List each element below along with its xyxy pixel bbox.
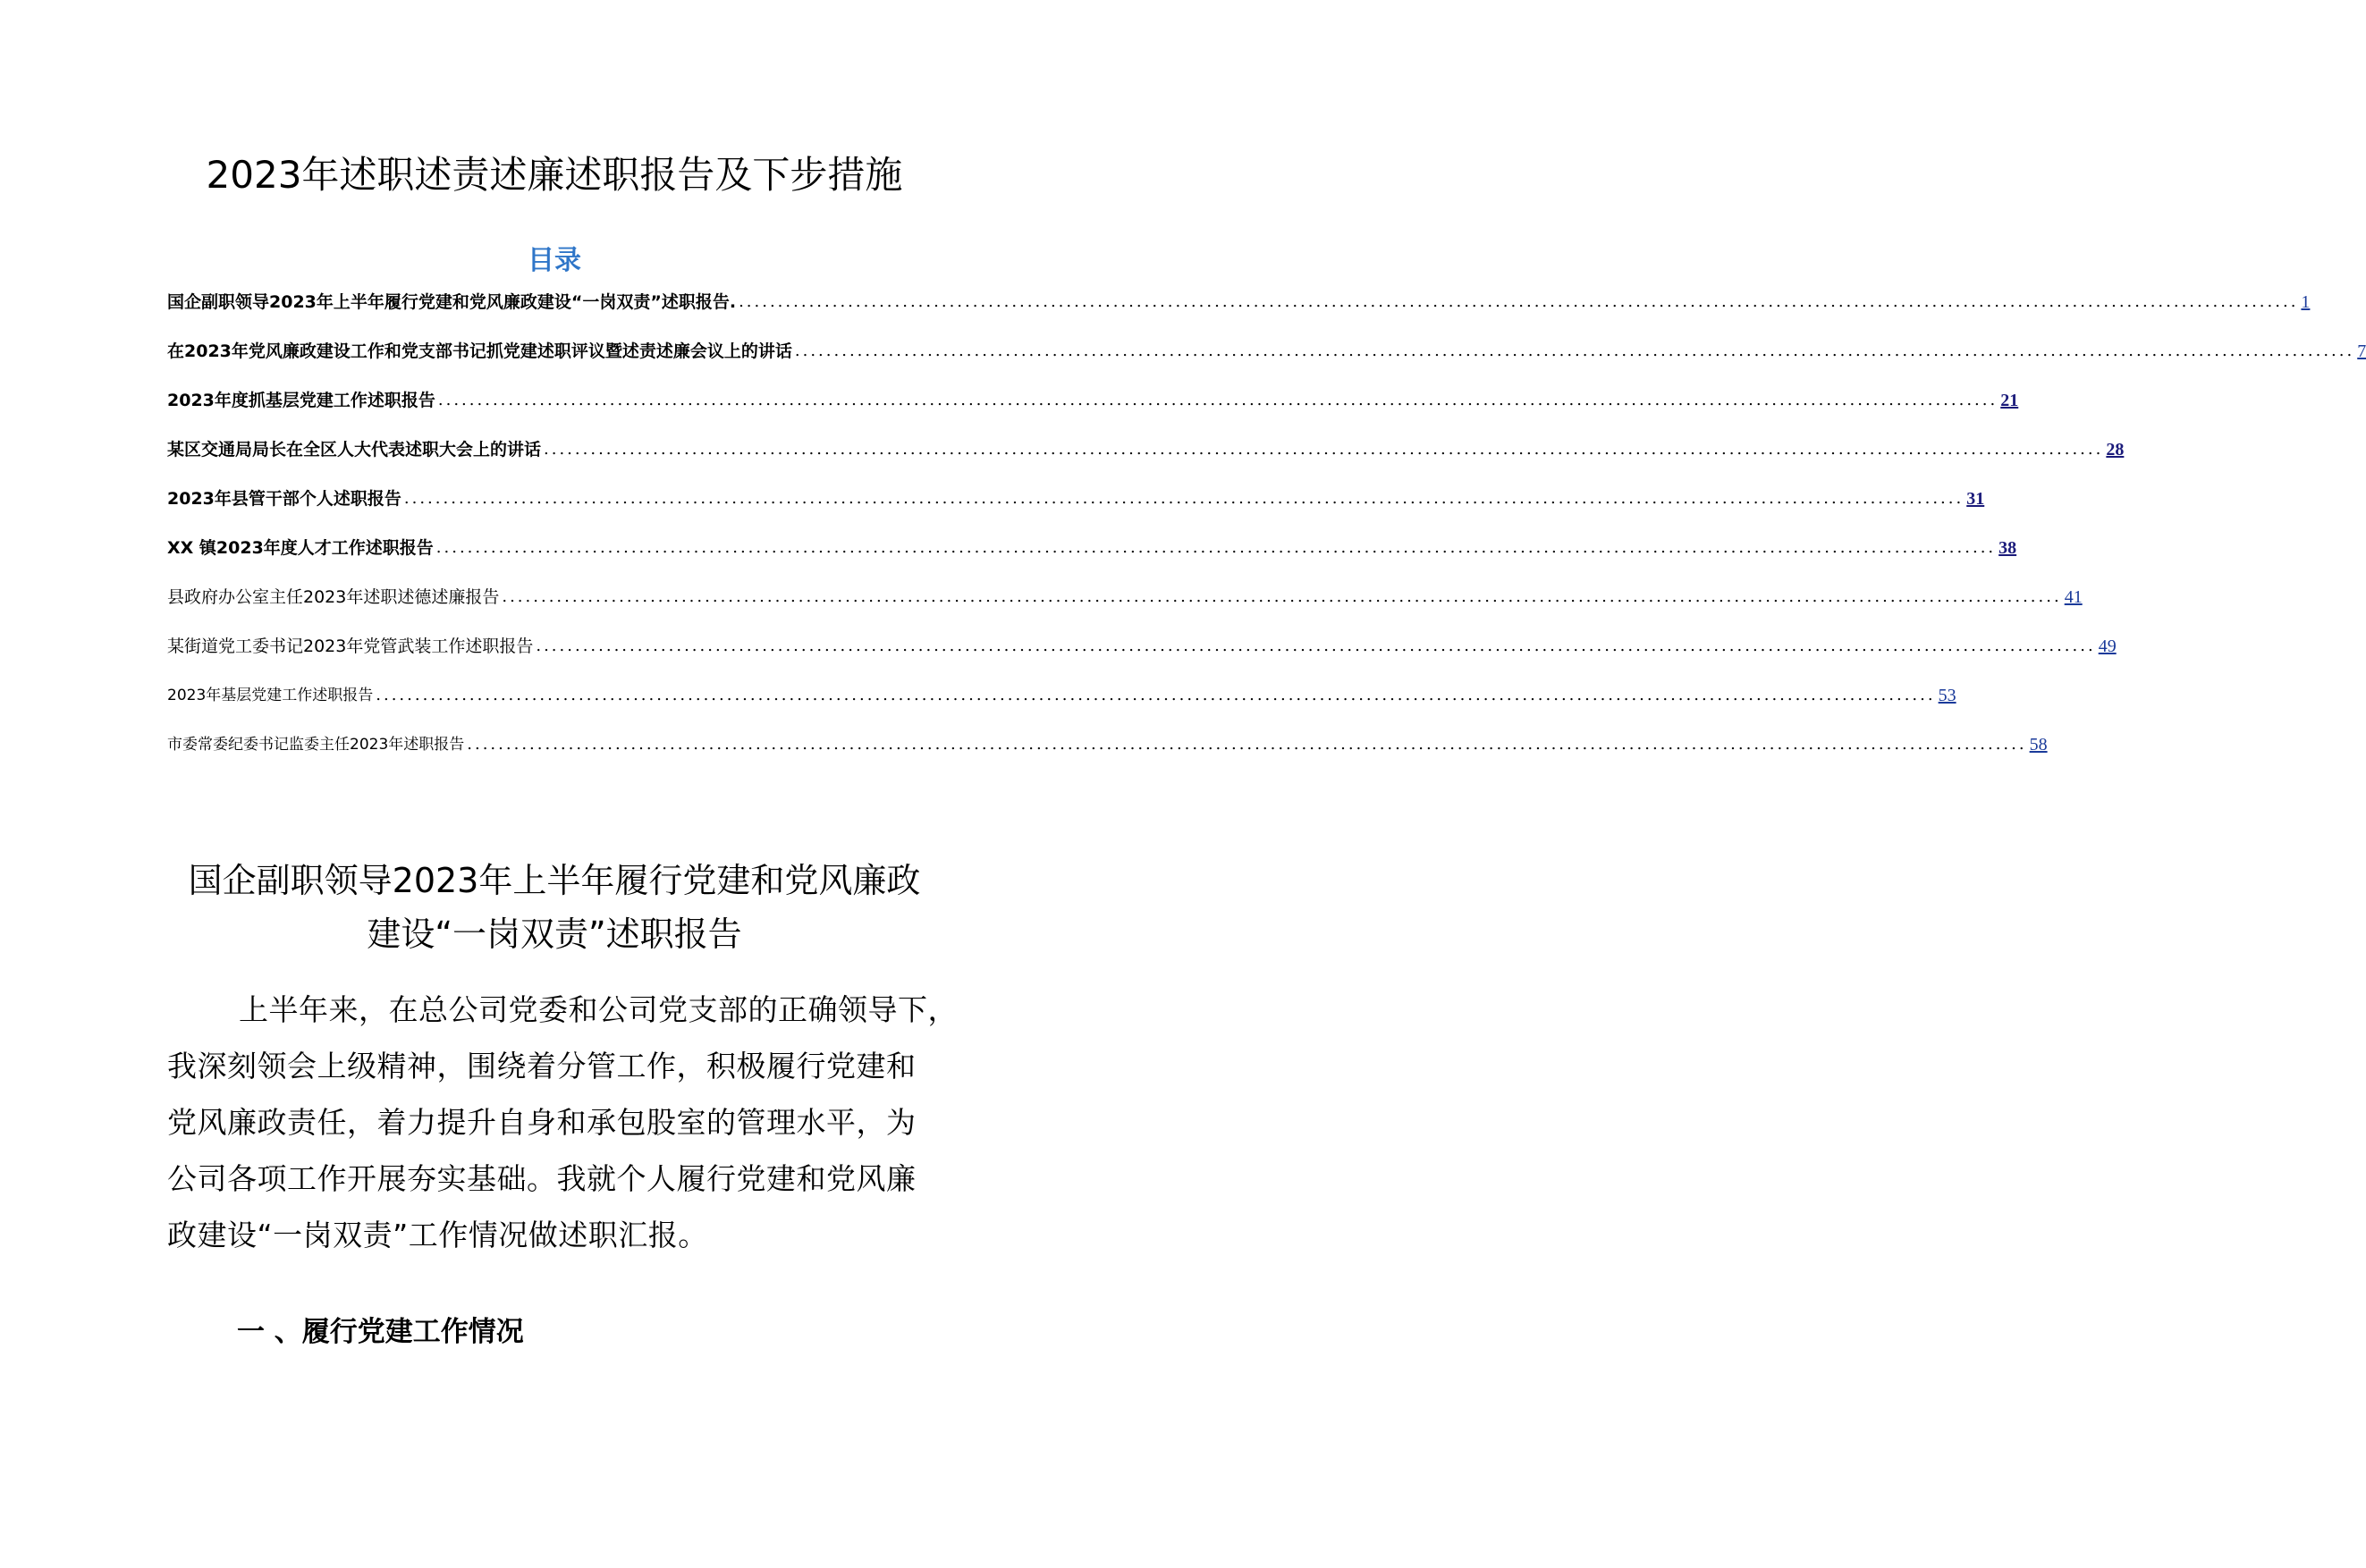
paragraph-line: 政建设“一岗双责”工作情况做述职汇报。: [167, 1218, 708, 1252]
toc-entry[interactable]: [167, 335, 2366, 364]
toc-entry-title: 县政府办公室主任2023年述职述德述廉报告: [167, 587, 500, 607]
toc-leader-dots: ........................................................................................................................................................................................................: [544, 440, 2104, 459]
toc-heading: 目录: [528, 245, 581, 276]
toc-entry-page-link[interactable]: 1: [2301, 292, 2311, 312]
paragraph-line: 公司各项工作开展夯实基础。我就个人履行党建和党风廉: [167, 1161, 917, 1196]
toc-entry-page-link[interactable]: 21: [2000, 391, 2019, 410]
toc-entry-page-link[interactable]: 53: [1938, 686, 1956, 705]
toc-entry-title: XX 镇2023年度人才工作述职报告: [167, 538, 434, 558]
section-title-line: 国企副职领导2023年上半年履行党建和党风廉政: [188, 861, 921, 900]
toc-leader-dots: ........................................................................................................................................................................................................: [502, 587, 2062, 606]
toc-entry[interactable]: [167, 384, 2019, 413]
toc-entry-title: 2023年度抓基层党建工作述职报告: [167, 391, 435, 410]
paragraph-line: 党风廉政责任，着力提升自身和承包股室的管理水平，为: [167, 1105, 917, 1140]
toc-entry-page-link[interactable]: 7: [2357, 341, 2366, 361]
toc-leader-dots: ........................................................................................................................................................................................................: [435, 538, 1997, 557]
toc-entry-title: 某街道党工委书记2023年党管武装工作述职报告: [167, 636, 534, 656]
toc-entry-page-link[interactable]: 38: [1998, 538, 2017, 558]
document-title: 2023年述职述责述廉述职报告及下步措施: [206, 153, 903, 197]
section-subheading: 一 、履行党建工作情况: [237, 1316, 524, 1348]
toc-entry-page-link[interactable]: 41: [2064, 587, 2083, 607]
toc-entry[interactable]: [167, 532, 2017, 561]
toc-entry-page-link[interactable]: 58: [2029, 735, 2048, 754]
toc-leader-dots: ........................................................................................................................................................................................................: [403, 489, 1965, 508]
body-paragraph: [167, 982, 972, 1263]
toc-entry[interactable]: [167, 434, 2125, 462]
toc-leader-dots: ........................................................................................................................................................................................................: [536, 636, 2096, 655]
section-title: [134, 854, 975, 961]
toc-entry[interactable]: [167, 483, 1985, 511]
toc-entry-page-link[interactable]: 49: [2098, 636, 2117, 656]
toc-entry-page-link[interactable]: 31: [1966, 489, 1985, 509]
toc-entry[interactable]: [167, 679, 1956, 708]
toc-entry[interactable]: [167, 630, 2117, 659]
toc-entry-title: 在2023年党风廉政建设工作和党支部书记抓党建述职评议暨述责述廉会议上的讲话: [167, 341, 792, 361]
section-title-line: 建设“一岗双责”述职报告: [367, 915, 742, 954]
toc-leader-dots: ........................................................................................................................................................................................................: [794, 341, 2355, 360]
toc-leader-dots: ........................................................................................................................................................................................................: [376, 686, 1936, 704]
toc-entry-title: 市委常委纪委书记监委主任2023年述职报告: [167, 736, 465, 754]
toc-entry-title: 某区交通局局长在全区人大代表述职大会上的讲话: [167, 440, 542, 459]
paragraph-line: 上半年来，在总公司党委和公司党支部的正确领导下，: [239, 992, 958, 1027]
toc-leader-dots: ........................................................................................................................................................................................................: [437, 391, 1998, 409]
toc-entry-page-link[interactable]: 28: [2106, 440, 2125, 459]
toc-entry-title: 国企副职领导2023年上半年履行党建和党风廉政建设“一岗双责”述职报告.: [167, 292, 737, 312]
toc-entry-title: 2023年县管干部个人述职报告: [167, 489, 401, 509]
toc-entry[interactable]: [167, 729, 2048, 757]
toc-entry-title: 2023年基层党建工作述职报告: [167, 687, 374, 704]
toc-leader-dots: ........................................................................................................................................................................................................: [467, 735, 2027, 754]
toc-leader-dots: ........................................................................................................................................................................................................: [739, 292, 2299, 311]
toc-entry[interactable]: [167, 581, 2083, 610]
toc-entry[interactable]: [167, 286, 2311, 315]
paragraph-line: 我深刻领会上级精神，围绕着分管工作，积极履行党建和: [167, 1049, 917, 1083]
